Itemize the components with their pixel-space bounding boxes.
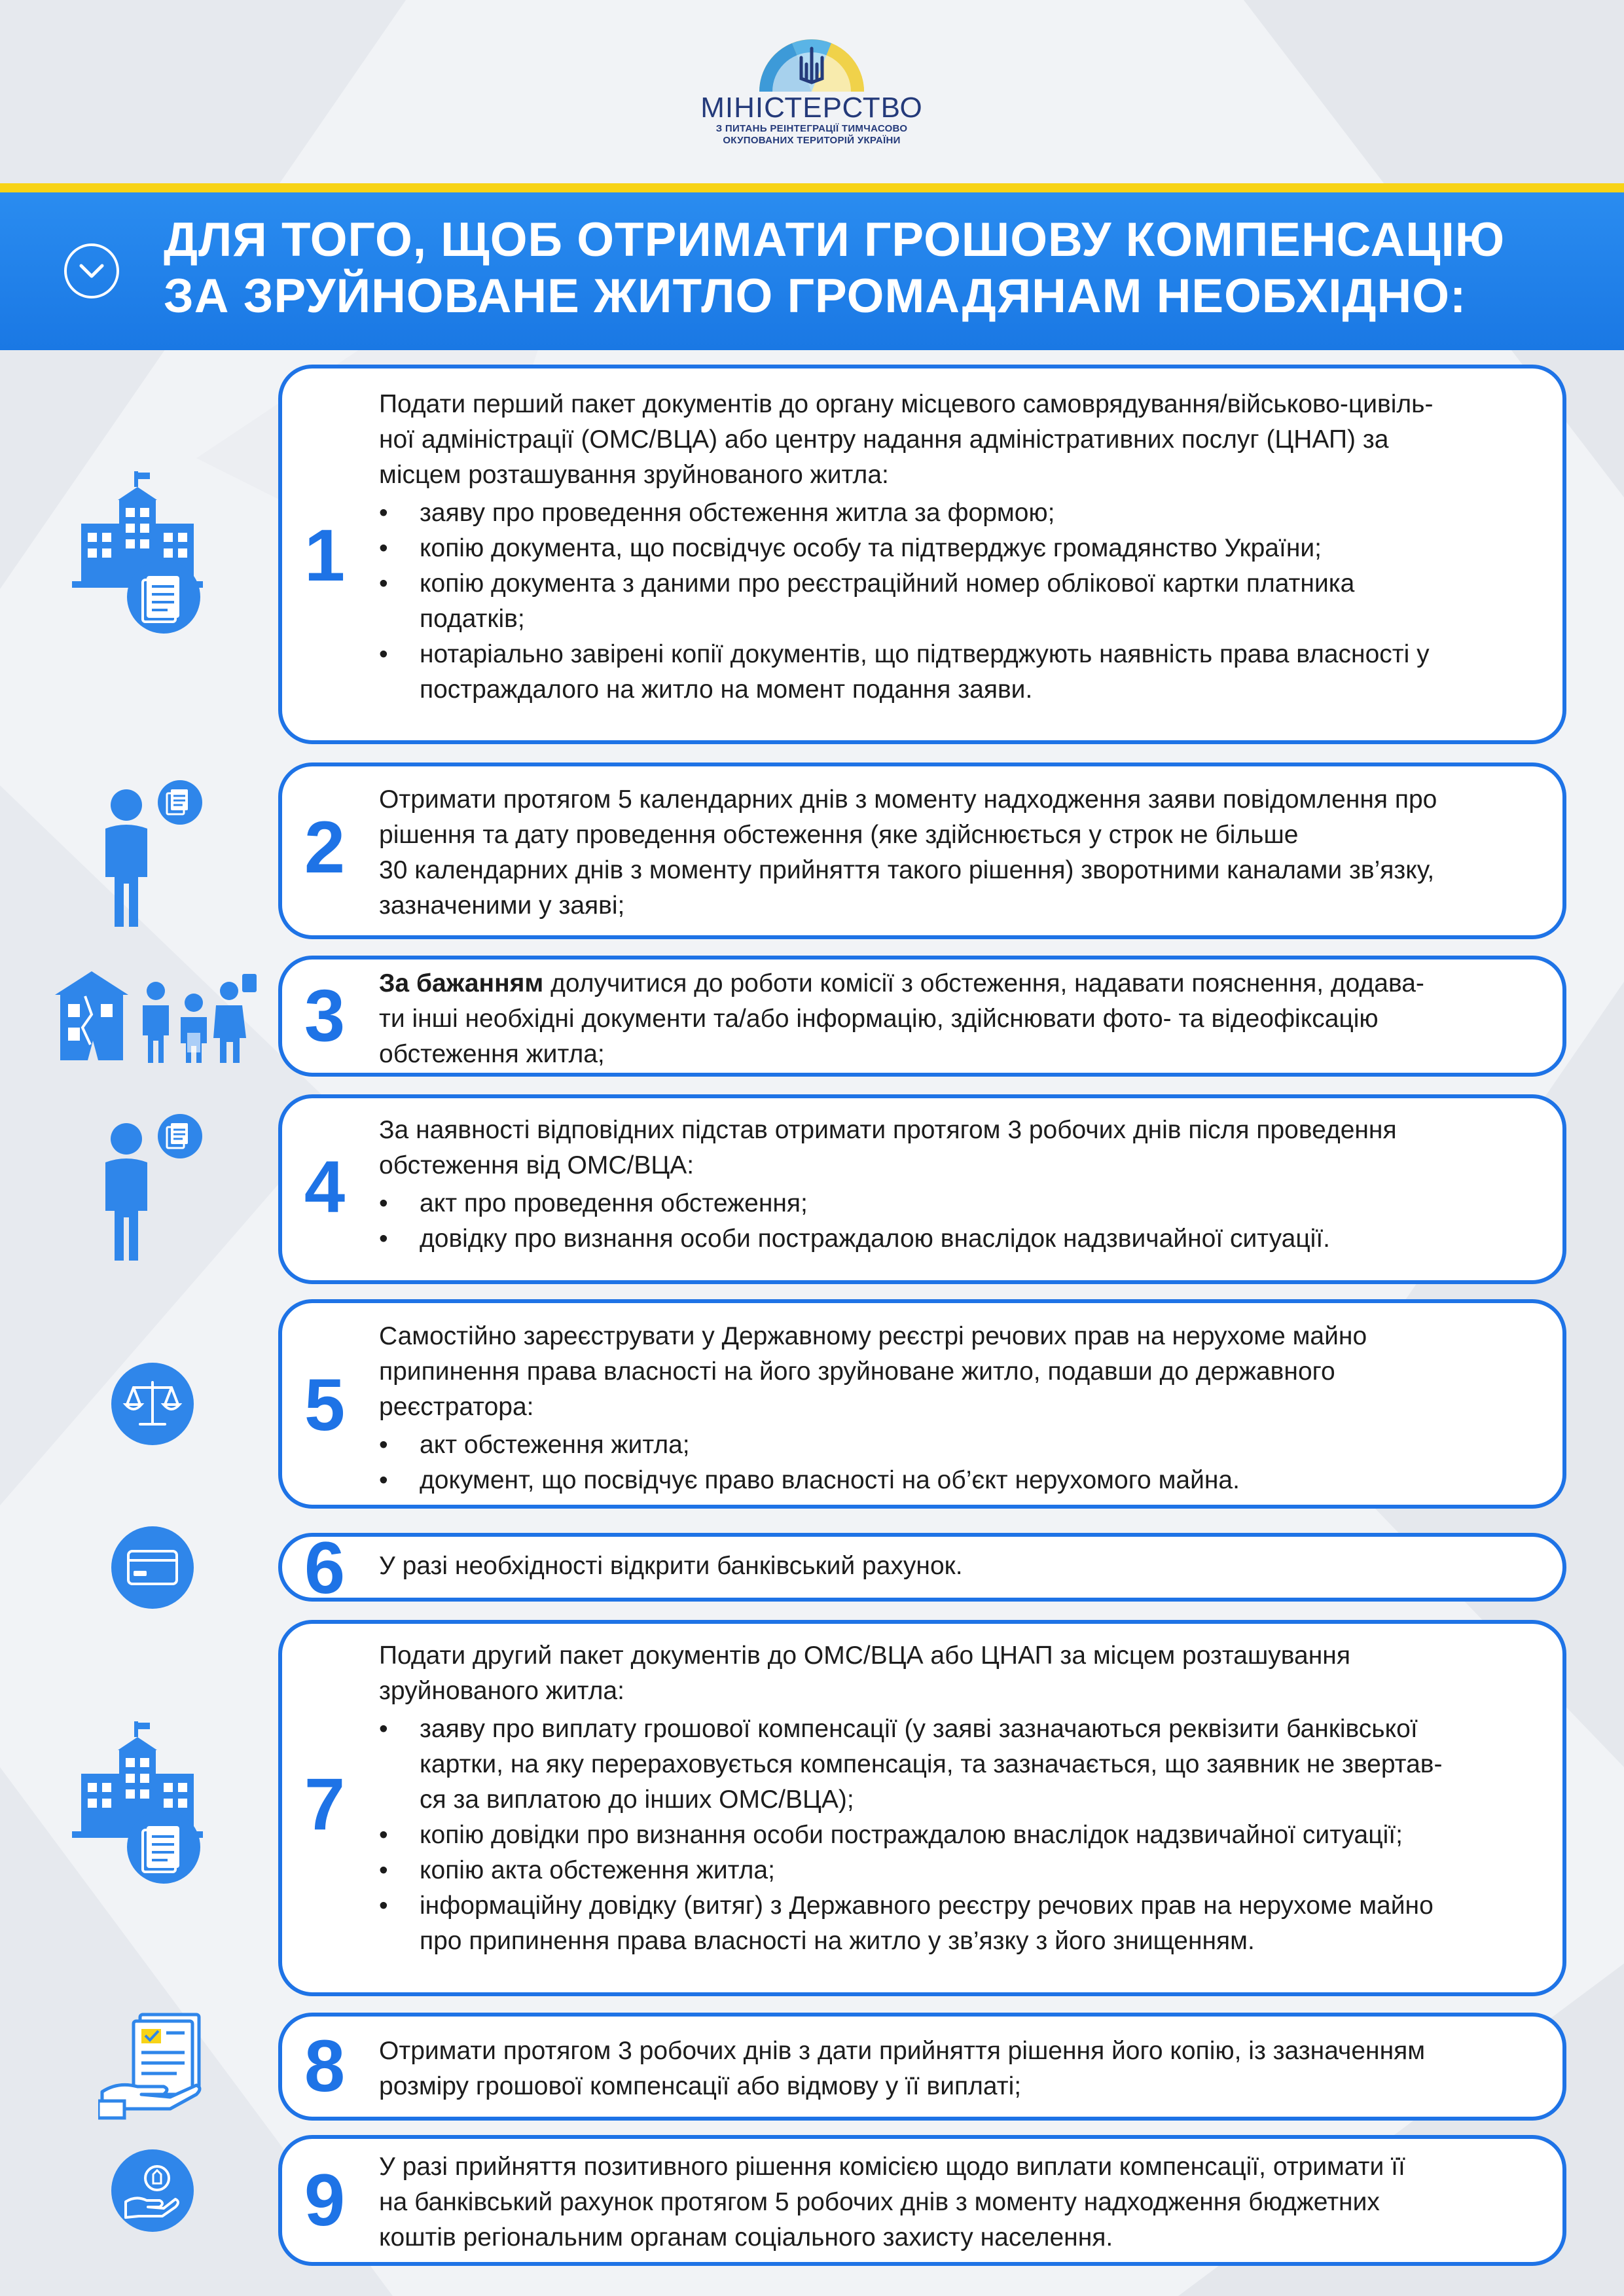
bullet-line: • акт про проведення обстеження; [420,1189,808,1217]
bullet-item [379,566,1543,637]
bullet-line: • документ, що посвідчує право власності на об’єкт нерухомого майна. [420,1466,1240,1494]
step-2-panel [278,762,1566,939]
bullet-line: • заяву про виплату грошової компенсації (у заяві зазначаються реквізити банківської [420,1715,1418,1743]
page-title [164,212,1591,325]
bullet-line: • довідку про визнання особи постраждалою внаслідок надзвичайної ситуації. [420,1225,1331,1253]
step-5-panel [278,1299,1566,1509]
bullet-item [379,531,1543,566]
bullet-item [379,1853,1543,1888]
step-text-line: ної адміністрації (ОМС/ВЦА) або центру надання адміністративних послуг (ЦНАП) за [379,425,1389,454]
step-1-text [379,387,1543,708]
step-text-line: ти інші необхідні документи та/або інформацію, здійснювати фото- та відеофіксацію [379,1005,1379,1033]
admin-building-with-document-icon [72,1721,229,1888]
page-title-line1: ДЛЯ ТОГО, ЩОБ ОТРИМАТИ ГРОШОВУ КОМПЕНСАЦІЮ [164,213,1506,266]
step-text-line: місцем розташування зруйнованого житла: [379,461,889,489]
scales-icon [110,1361,195,1450]
bullet-line: • копію акта обстеження житла; [420,1856,775,1884]
step-text-line: За наявності відповідних підстав отримати протягом 3 робочих днів після проведення [379,1116,1397,1144]
bullet-item [379,1427,1543,1463]
bullet-line: • нотаріально завірені копії документів, що підтверджують наявність права власності у [420,640,1430,668]
step-text-line: зруйнованого житла: [379,1677,624,1705]
step-text-line: Подати другий пакет документів до ОМС/ВЦА або ЦНАП за місцем розташування [379,1641,1350,1670]
step-text-line: розміру грошової компенсації або відмову у її виплаті; [379,2072,1022,2100]
step-text-line: Отримати протягом 5 календарних днів з моменту надходження заяви повідомлення про [379,785,1437,814]
step-text-line: У разі необхідності відкрити банківський рахунок. [379,1552,963,1580]
bullet-line: • заяву про проведення обстеження житла за формою; [420,499,1055,527]
step-9-text [379,2149,1543,2255]
step-text-line [379,966,1543,1001]
step-3-text [379,966,1543,1072]
step-6-text [379,1549,1543,1584]
step-text-line: припинення права власності на його зруйноване житло, подавши до державного [379,1357,1335,1386]
bullet-line: податків; [420,605,525,633]
step-text-line: коштів регіональним органам соціального захисту населення. [379,2223,1113,2251]
person-with-document-icon [95,1113,213,1266]
step-number: 4 [304,1146,346,1228]
step-2-text [379,782,1543,924]
chevron-down-circle-icon [64,243,119,298]
admin-building-with-document-icon [72,471,229,638]
bullet-line: ся за виплатою до інших ОМС/ВЦА); [420,1785,854,1814]
bullet-item [379,495,1543,531]
title-banner [0,183,1624,350]
step-8-panel [278,2013,1566,2121]
bullet-item [379,1888,1543,1959]
step-6-panel [278,1527,1566,1609]
step-3-panel [278,956,1566,1077]
step-number: 5 [304,1364,346,1446]
bank-card-icon [110,1525,195,1613]
logo-title: МІНІСТЕРСТВО [700,92,923,124]
bullet-line: • акт обстеження житла; [420,1431,690,1459]
bullet-item [379,637,1543,708]
bullet-line: про припинення права власності на житло у зв’язку з його знищенням. [420,1927,1255,1955]
logo-subtitle-line2: ОКУПОВАНИХ ТЕРИТОРІЙ УКРАЇНИ [723,135,901,146]
ministry-logo [681,26,943,164]
step-4-text [379,1113,1543,1257]
bullet-line: • копію довідки про визнання особи постраждалою внаслідок надзвичайної ситуації; [420,1821,1403,1849]
step-number: 1 [304,514,346,596]
page-title-line2: ЗА ЗРУЙНОВАНЕ ЖИТЛО ГРОМАДЯНАМ НЕОБХІДНО: [164,270,1467,323]
step-7-panel [278,1620,1566,1996]
step-number: 3 [304,975,346,1056]
step-text-line: У разі прийняття позитивного рішення комісією щодо виплати компенсації, отримати її [379,2153,1405,2181]
step-text-line: Подати перший пакет документів до органу місцевого самоврядування/військово-цивіль- [379,390,1434,418]
trident-sunburst-icon [746,26,877,92]
step-9-panel [278,2135,1566,2266]
step-3-line1-rest: долучитися до роботи комісії з обстеження, надавати пояснення, додава- [543,969,1424,997]
step-number: 9 [304,2159,346,2241]
step-text-line: на банківський рахунок протягом 5 робочих днів з моменту надходження бюджетних [379,2188,1380,2216]
approved-document-in-hand-icon [98,2009,216,2124]
step-text-line: Отримати протягом 3 робочих днів з дати прийняття рішення його копію, із зазначенням [379,2037,1426,2065]
bullet-line: постраждалого на житло на момент подання заяви. [420,675,1033,704]
person-with-document-icon [95,779,213,933]
step-7-bullets [379,1712,1543,1959]
step-5-text [379,1319,1543,1498]
step-text-line: зазначеними у заяві; [379,891,625,920]
step-text-line: рішення та дату проведення обстеження (яке здійснюється у строк не більше [379,821,1299,849]
bullet-item [379,1221,1543,1257]
step-4-panel [278,1094,1566,1284]
step-4-bullets [379,1186,1543,1257]
step-text-line: реєстратора: [379,1393,534,1421]
bullet-item [379,1818,1543,1853]
logo-subtitle-line1: З ПИТАНЬ РЕІНТЕГРАЦІЇ ТИМЧАСОВО [715,123,908,134]
step-1-panel [278,365,1566,744]
bullet-line: • інформаційну довідку (витяг) з Державного реєстру речових прав на нерухоме майно [420,1892,1434,1920]
bullet-item [379,1712,1543,1818]
step-7-text [379,1638,1543,1959]
step-number: 8 [304,2025,346,2107]
bullet-line: • копію документа з даними про реєстраційний номер облікової картки платника [420,569,1355,598]
step-8-text [379,2034,1543,2104]
step-text-line: 30 календарних днів з моменту прийняття такого рішення) зворотними каналами зв’язку, [379,856,1435,884]
step-number: 6 [304,1527,346,1609]
bullet-item [379,1186,1543,1221]
step-text-line: Самостійно зареєструвати у Державному реєстрі речових прав на нерухоме майно [379,1322,1367,1350]
bullet-item [379,1463,1543,1498]
step-number: 7 [304,1763,346,1845]
hand-with-coin-icon [110,2148,195,2236]
step-5-bullets [379,1427,1543,1498]
step-1-bullets [379,495,1543,708]
commission-at-destroyed-house-icon [52,962,262,1070]
step-text-line: обстеження житла; [379,1040,605,1068]
step-text-line: обстеження від ОМС/ВЦА: [379,1151,695,1179]
bullet-line: картки, на яку перераховується компенсація, та зазначається, що заявник не звертав- [420,1750,1443,1778]
bullet-line: • копію документа, що посвідчує особу та підтверджує громадянство України; [420,534,1322,562]
step-3-bold-lead: За бажанням [379,969,544,997]
step-number: 2 [304,806,346,888]
